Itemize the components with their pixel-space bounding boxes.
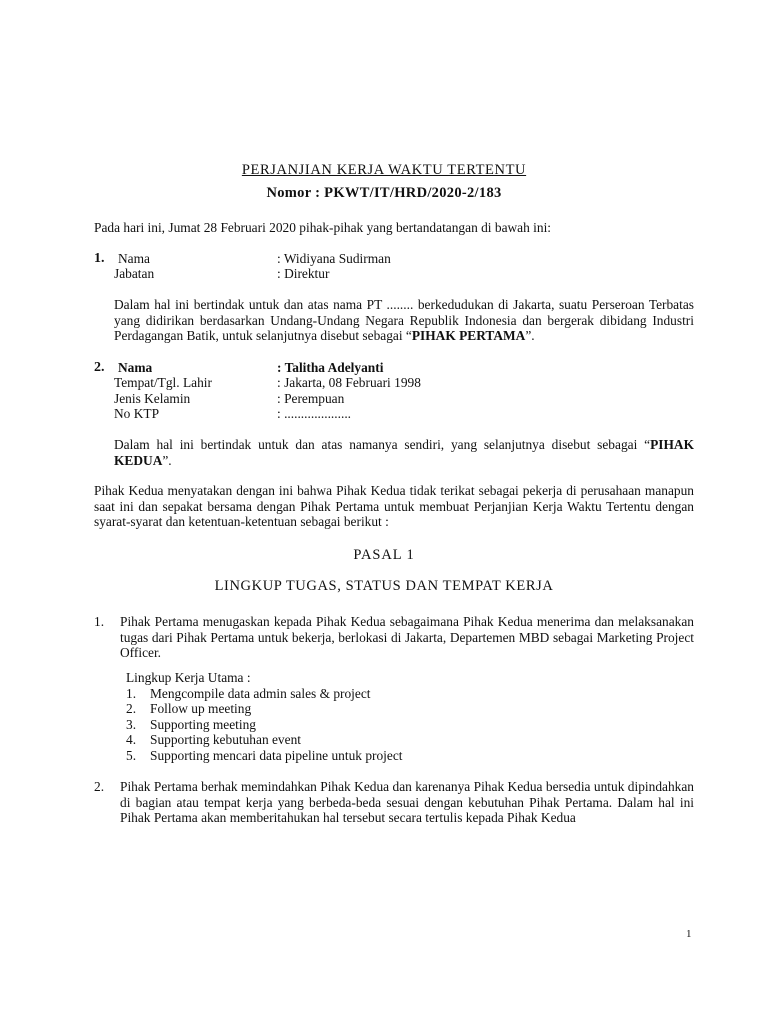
scope-item: 4. Supporting kebutuhan event — [126, 732, 301, 747]
scope-item: 5. Supporting mencari data pipeline untuk project — [126, 748, 403, 763]
party2-name-value: : Talitha Adelyanti — [277, 360, 384, 375]
page-number: 1 — [686, 928, 692, 940]
party2-name-label: Nama — [118, 360, 153, 375]
party1-index: 1. — [94, 251, 105, 266]
party1-position-value: : Direktur — [277, 266, 330, 281]
item1-number: 1. — [94, 614, 105, 629]
party2-gender-value: : Perempuan — [277, 391, 345, 406]
intro-text: Pada hari ini, Jumat 28 Februari 2020 pihak-pihak yang bertandatangan di bawah ini: — [94, 220, 552, 235]
party2-index: 2. — [94, 360, 105, 375]
document-title: PERJANJIAN KERJA WAKTU TERTENTU — [241, 162, 527, 178]
party2-ktp-value: : .................... — [277, 406, 352, 421]
party1-description: Dalam hal ini bertindak untuk dan atas nama PT ........ berkedudukan di Jakarta, suatu Perseroan Terbatas yang didirikan berdasarkan Undang-Undang Negara Republik Indonesia dan bergerak dibidang Industri Perdagangan Batik, untuk selanjutnya disebut sebagai “PIHAK PERTAMA”. — [114, 297, 694, 344]
party1-role: PIHAK PERTAMA — [411, 328, 526, 344]
party2-role: PIHAK KEDUA — [114, 437, 694, 468]
statement-paragraph: Pihak Kedua menyatakan dengan ini bahwa Pihak Kedua tidak terikat sebagai pekerja di perusahaan manapun saat ini dan sepakat bersama dengan Pihak Pertama untuk membuat Perjanjian Kerja Waktu Tertentu dengan syarat-syarat dan ketentuan-ketentuan sebagai berikut : — [94, 483, 694, 530]
pasal-title: PASAL 1 — [353, 547, 415, 563]
scope-item: 3. Supporting meeting — [126, 717, 257, 732]
party1-name-value: : Widiyana Sudirman — [277, 251, 391, 266]
document-number: Nomor : PKWT/IT/HRD/2020-2/183 — [266, 185, 502, 201]
party2-description: Dalam hal ini bertindak untuk dan atas namanya sendiri, yang selanjutnya disebut sebagai “PIHAK KEDUA”. — [114, 437, 694, 468]
party2-birth-value: : Jakarta, 08 Februari 1998 — [277, 375, 421, 390]
party1-position-label: Jabatan — [114, 266, 155, 281]
party2-ktp-label: No KTP — [114, 406, 160, 421]
item2-text: Pihak Pertama berhak memindahkan Pihak Kedua dan karenanya Pihak Kedua bersedia untuk dipindahkan di bagian atau tempat kerja yang berbeda-beda sesuai dengan kebutuhan Pihak Pertama. Dalam hal ini Pihak Pertama akan memberitahukan hal tersebut secara tertulis kepada Pihak Kedua — [120, 779, 694, 826]
item2-number: 2. — [94, 779, 105, 794]
party2-gender-label: Jenis Kelamin — [114, 391, 191, 406]
party1-name-label: Nama — [118, 251, 150, 266]
scope-item: 2. Follow up meeting — [126, 701, 252, 716]
scope-label: Lingkup Kerja Utama : — [126, 670, 251, 685]
pasal-subtitle: LINGKUP TUGAS, STATUS DAN TEMPAT KERJA — [214, 578, 554, 594]
party2-birth-label: Tempat/Tgl. Lahir — [114, 375, 212, 390]
scope-item: 1. Mengcompile data admin sales & project — [126, 686, 371, 701]
item1-text: Pihak Pertama menugaskan kepada Pihak Kedua sebagaimana Pihak Kedua menerima dan melaksanakan tugas dari Pihak Pertama untuk bekerja, berlokasi di Jakarta, Departemen MBD sebagai Marketing Project Officer. — [120, 614, 694, 661]
